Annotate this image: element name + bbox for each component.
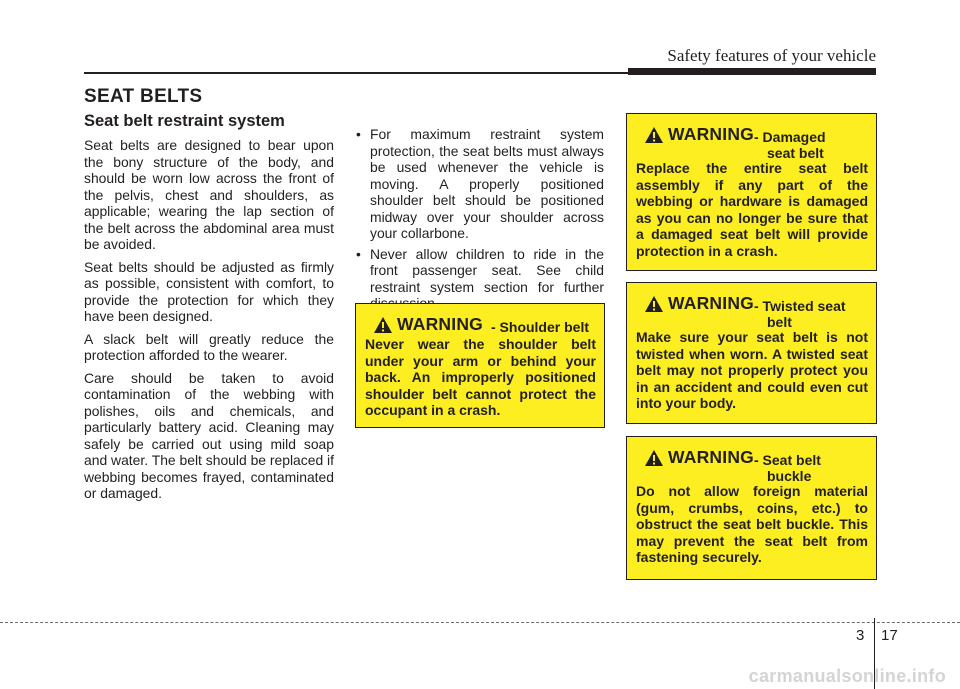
warning-box-twisted-seat-belt [626,282,877,424]
warning-body: Replace the entire seat belt assembly if any part of the webbing or hardware is damaged as you can no longer be sure that a damaged seat belt will provide protection in a crash. [636,160,868,259]
paragraph: Seat belts should be adjusted as firmly as possible, consistent with comfort, to provide the protection for which they have been designed. [84,258,334,324]
bullet-item: • Never allow children to ride in the front passenger seat. See child restraint system section for further [356,245,604,295]
warning-subtitle: - Damaged [754,129,826,145]
header-rule-accent [628,68,876,75]
middle-column [356,126,604,316]
warning-body: Make sure your seat belt is not twisted when worn. A twisted seat belt may not properly protect you in an accident and could even cut into your body. [636,329,868,412]
subheading: Seat belt restraint system [84,112,285,130]
warning-header [636,293,868,329]
warning-subtitle: - Twisted seat [754,298,846,314]
warning-box-damaged-seat-belt [626,113,877,271]
warning-label: WARNING [397,314,483,334]
warning-label: WARNING [668,293,754,313]
warning-subtitle-line2: buckle [767,468,812,484]
warning-header [636,447,868,483]
page-number: 17 [881,627,898,644]
warning-box-seat-belt-buckle [626,436,877,580]
warning-subtitle-line2: belt [767,314,792,330]
watermark: carmanualsonline.info [748,666,946,686]
warning-header [636,124,868,160]
warning-label: WARNING [668,447,754,467]
warning-subtitle: - Seat belt [754,452,821,468]
warning-triangle-icon [644,126,664,144]
paragraph: Seat belts are designed to bear upon the bony structure of the body, and should be worn low across the front of the pelvis, chest and shoulders, as applicable; wearing the lap section of the belt across the abdominal area must be avoided. [84,137,334,252]
warning-subtitle-line2: seat belt [767,145,824,161]
warning-triangle-icon [373,316,393,334]
bullet-icon: • [356,126,361,142]
warning-body: Never wear the shoulder belt under your arm or behind your back. An improperly positioned shoulder belt cannot protect the occupant in a crash. [365,336,596,419]
warning-label: WARNING [668,124,754,144]
header-title: Safety features of your vehicle [667,46,876,65]
paragraph: A slack belt will greatly reduce the protection afforded to the wearer. [84,330,334,363]
bullet-icon: • [356,245,361,262]
warning-triangle-icon [644,295,664,313]
footer-rule [0,622,960,623]
left-column [84,112,334,508]
paragraph: Care should be taken to avoid contamination of the webbing with polishes, oils and chemicals, and particularly battery acid. Cleaning may safely be carried out using mild soap and water. The belt should be replaced if webbing becomes frayed, contaminated or damaged. [84,369,334,501]
warning-body: Do not allow foreign material (gum, crumbs, coins, etc.) to obstruct the seat belt buckle. This may prevent the seat belt from fastening securely. [636,483,868,566]
section-title: SEAT BELTS [84,86,203,107]
warning-triangle-icon [644,449,664,467]
warning-header [365,314,596,336]
warning-box-shoulder-belt [355,303,605,428]
bullet-item: • For maximum restraint system protection, the seat belts must always be used whenever the vehicle is moving. A properly positioned shoulder belt should be positioned midway over your shoulder across your collarbone. [356,126,604,241]
warning-subtitle: - Shoulder belt [491,319,589,335]
chapter-number: 3 [856,627,865,644]
